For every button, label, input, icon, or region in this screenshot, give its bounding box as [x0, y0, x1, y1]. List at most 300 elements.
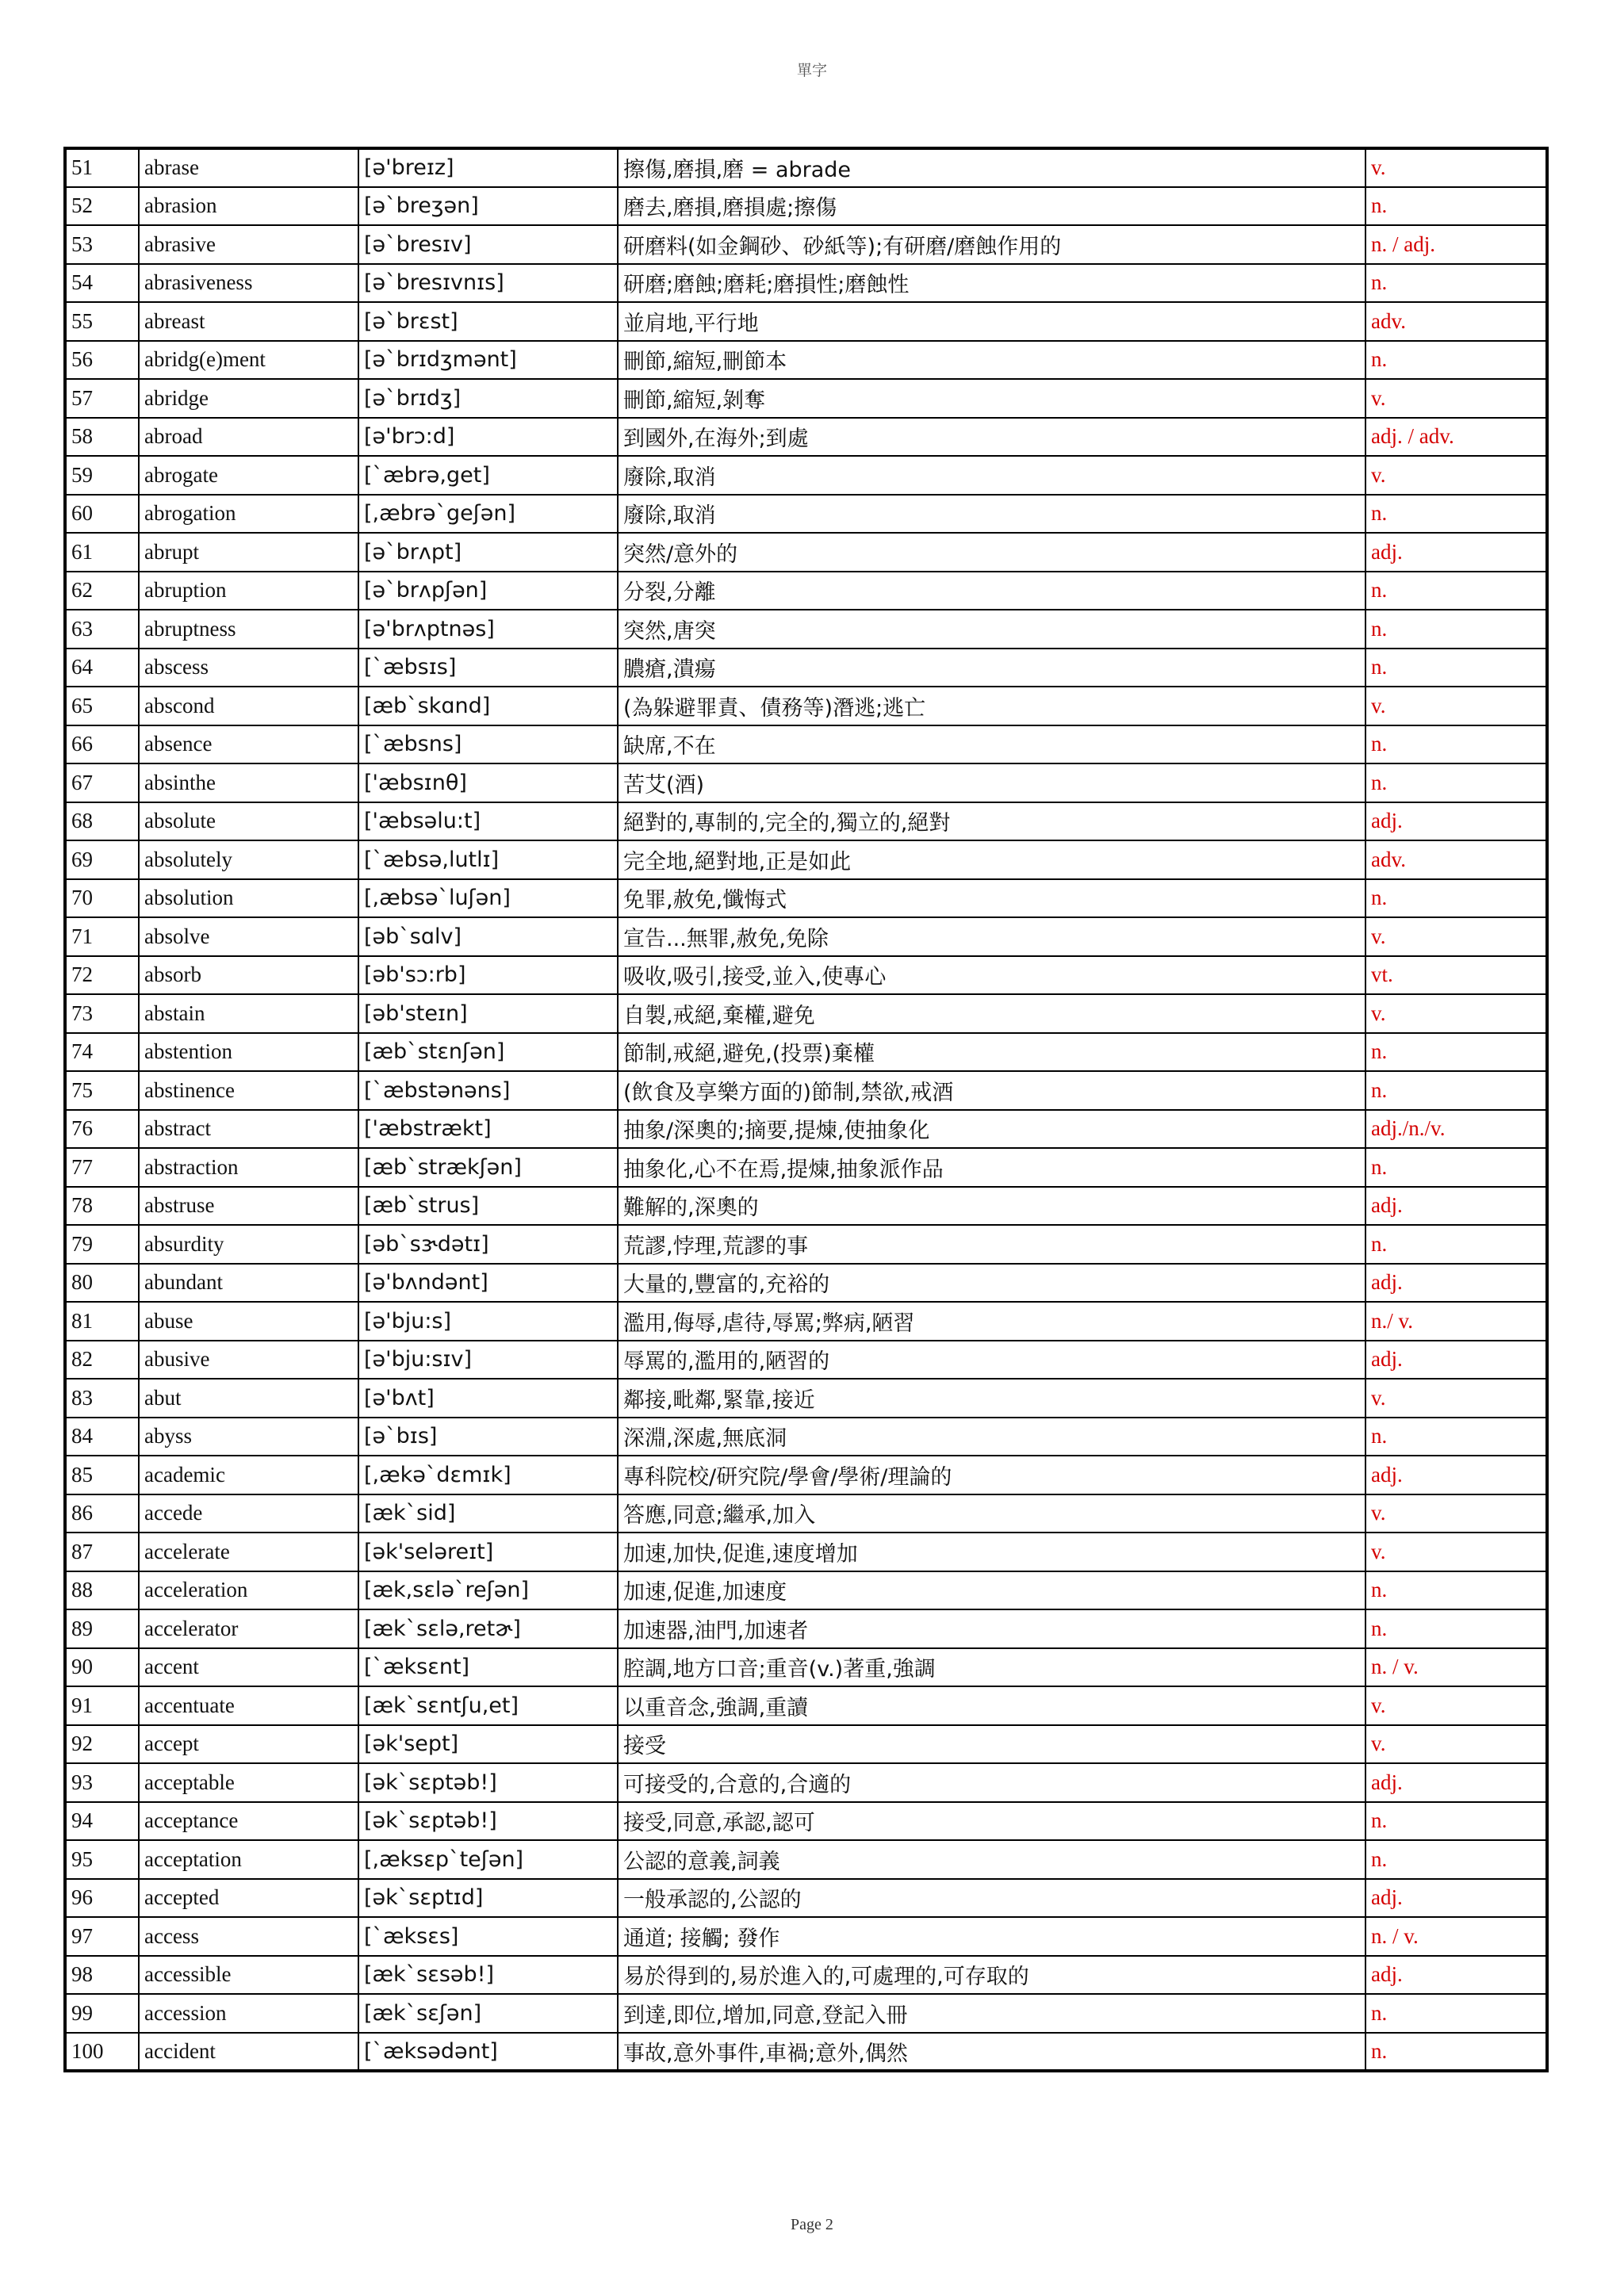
entry-number: 83: [65, 1379, 139, 1418]
entry-part-of-speech: v.: [1365, 148, 1547, 187]
entry-number: 73: [65, 994, 139, 1033]
entry-part-of-speech: n.: [1365, 1571, 1547, 1610]
entry-number: 51: [65, 148, 139, 187]
table-row: [65, 1187, 1547, 1226]
entry-definition: (為躲避罪責、債務等)潛逃;逃亡: [618, 687, 1365, 725]
entry-pronunciation: [,æbsə`luʃən]: [358, 879, 618, 918]
entry-number: 72: [65, 956, 139, 995]
entry-part-of-speech: n.: [1365, 187, 1547, 226]
table-row: [65, 302, 1547, 341]
entry-pronunciation: ['æbsəlu:t]: [358, 802, 618, 841]
entry-part-of-speech: adj.: [1365, 1956, 1547, 1995]
entry-word: absolution: [139, 879, 358, 918]
table-row: [65, 610, 1547, 649]
entry-word: acceptation: [139, 1840, 358, 1879]
vocabulary-table-body: [65, 148, 1547, 2071]
entry-definition: 加速器,油門,加速者: [618, 1609, 1365, 1648]
table-row: [65, 1571, 1547, 1610]
entry-definition: 廢除,取消: [618, 495, 1365, 534]
entry-word: absolve: [139, 917, 358, 956]
entry-word: abrasiveness: [139, 264, 358, 303]
entry-part-of-speech: v.: [1365, 687, 1547, 725]
table-row: [65, 649, 1547, 687]
entry-number: 81: [65, 1302, 139, 1341]
entry-word: absinthe: [139, 763, 358, 802]
entry-definition: 免罪,赦免,懺悔式: [618, 879, 1365, 918]
table-row: [65, 1725, 1547, 1764]
entry-definition: 到達,即位,增加,同意,登記入冊: [618, 1994, 1365, 2033]
entry-definition: 易於得到的,易於進入的,可處理的,可存取的: [618, 1956, 1365, 1995]
entry-number: 88: [65, 1571, 139, 1610]
entry-pronunciation: [ə`bresɪv]: [358, 225, 618, 264]
table-row: [65, 994, 1547, 1033]
entry-word: acceleration: [139, 1571, 358, 1610]
entry-definition: 抽象化,心不在焉,提煉,抽象派作品: [618, 1148, 1365, 1187]
entry-pronunciation: [əb`sɝdətɪ]: [358, 1225, 618, 1264]
entry-word: abscond: [139, 687, 358, 725]
entry-part-of-speech: adj.: [1365, 802, 1547, 841]
entry-word: abstain: [139, 994, 358, 1033]
table-row: [65, 763, 1547, 802]
entry-definition: 到國外,在海外;到處: [618, 418, 1365, 457]
entry-pronunciation: [æk`sid]: [358, 1494, 618, 1533]
entry-word: accelerator: [139, 1609, 358, 1648]
entry-part-of-speech: n.: [1365, 495, 1547, 534]
table-row: [65, 1264, 1547, 1303]
table-row: [65, 1302, 1547, 1341]
table-row: [65, 1341, 1547, 1380]
entry-part-of-speech: adj. / adv.: [1365, 418, 1547, 457]
entry-word: acceptance: [139, 1802, 358, 1841]
entry-number: 99: [65, 1994, 139, 2033]
table-row: [65, 879, 1547, 918]
entry-number: 66: [65, 725, 139, 764]
entry-definition: 完全地,絕對地,正是如此: [618, 840, 1365, 879]
table-row: [65, 1609, 1547, 1648]
entry-number: 64: [65, 649, 139, 687]
table-row: [65, 1686, 1547, 1725]
entry-pronunciation: [`æksɛs]: [358, 1917, 618, 1956]
entry-number: 98: [65, 1956, 139, 1995]
entry-number: 89: [65, 1609, 139, 1648]
entry-definition: 膿瘡,潰瘍: [618, 649, 1365, 687]
entry-pronunciation: [ə`brɪdʒ]: [358, 379, 618, 418]
entry-number: 57: [65, 379, 139, 418]
entry-part-of-speech: n.: [1365, 725, 1547, 764]
entry-word: abstract: [139, 1110, 358, 1149]
entry-part-of-speech: adv.: [1365, 302, 1547, 341]
entry-number: 76: [65, 1110, 139, 1149]
entry-pronunciation: [æk`sɛʃən]: [358, 1994, 618, 2033]
entry-number: 77: [65, 1148, 139, 1187]
entry-word: abruption: [139, 572, 358, 610]
table-row: [65, 572, 1547, 610]
entry-part-of-speech: n.: [1365, 572, 1547, 610]
entry-number: 84: [65, 1418, 139, 1456]
entry-pronunciation: [æk,sɛlə`reʃən]: [358, 1571, 618, 1610]
entry-pronunciation: [ə`brɪdʒmənt]: [358, 341, 618, 380]
entry-definition: 大量的,豐富的,充裕的: [618, 1264, 1365, 1303]
entry-word: abstruse: [139, 1187, 358, 1226]
entry-part-of-speech: n.: [1365, 649, 1547, 687]
entry-part-of-speech: n.: [1365, 1840, 1547, 1879]
table-row: [65, 1148, 1547, 1187]
entry-number: 86: [65, 1494, 139, 1533]
entry-definition: 磨去,磨損,磨損處;擦傷: [618, 187, 1365, 226]
entry-part-of-speech: n.: [1365, 1609, 1547, 1648]
entry-pronunciation: ['æbsɪnθ]: [358, 763, 618, 802]
entry-pronunciation: [æb`stɛnʃən]: [358, 1033, 618, 1072]
table-row: [65, 1110, 1547, 1149]
entry-definition: 分裂,分離: [618, 572, 1365, 610]
table-row: [65, 1379, 1547, 1418]
entry-number: 79: [65, 1225, 139, 1264]
entry-number: 78: [65, 1187, 139, 1226]
table-row: [65, 1917, 1547, 1956]
entry-word: accident: [139, 2033, 358, 2072]
entry-definition: 腔調,地方口音;重音(v.)著重,強調: [618, 1648, 1365, 1687]
entry-word: accessible: [139, 1956, 358, 1995]
entry-pronunciation: [ə`brʌpt]: [358, 533, 618, 572]
entry-pronunciation: [ək'seləreɪt]: [358, 1533, 618, 1571]
entry-part-of-speech: n./ v.: [1365, 1302, 1547, 1341]
entry-number: 63: [65, 610, 139, 649]
entry-definition: 專科院校/研究院/學會/學術/理論的: [618, 1456, 1365, 1494]
entry-pronunciation: [ək`sɛptəb!]: [358, 1763, 618, 1802]
entry-part-of-speech: adv.: [1365, 840, 1547, 879]
entry-part-of-speech: n. / v.: [1365, 1648, 1547, 1687]
entry-number: 59: [65, 456, 139, 495]
entry-word: abrupt: [139, 533, 358, 572]
entry-number: 55: [65, 302, 139, 341]
entry-word: abuse: [139, 1302, 358, 1341]
table-row: [65, 1802, 1547, 1841]
entry-part-of-speech: v.: [1365, 917, 1547, 956]
entry-pronunciation: [`æbsə,lutlɪ]: [358, 840, 618, 879]
entry-part-of-speech: v.: [1365, 1725, 1547, 1764]
table-row: [65, 1956, 1547, 1995]
entry-word: abrogation: [139, 495, 358, 534]
entry-definition: 答應,同意;繼承,加入: [618, 1494, 1365, 1533]
entry-number: 94: [65, 1802, 139, 1841]
table-row: [65, 1648, 1547, 1687]
entry-pronunciation: [`æbrə,get]: [358, 456, 618, 495]
entry-pronunciation: [ə`bresɪvnɪs]: [358, 264, 618, 303]
entry-part-of-speech: adj.: [1365, 1763, 1547, 1802]
entry-number: 58: [65, 418, 139, 457]
entry-word: abyss: [139, 1418, 358, 1456]
entry-part-of-speech: n.: [1365, 264, 1547, 303]
entry-number: 68: [65, 802, 139, 841]
table-row: [65, 1763, 1547, 1802]
table-row: [65, 1033, 1547, 1072]
entry-part-of-speech: adj.: [1365, 1879, 1547, 1918]
entry-pronunciation: [æk`sɛntʃu,et]: [358, 1686, 618, 1725]
table-row: [65, 456, 1547, 495]
entry-word: abrase: [139, 148, 358, 187]
entry-pronunciation: [ə`brɛst]: [358, 302, 618, 341]
entry-number: 92: [65, 1725, 139, 1764]
entry-part-of-speech: vt.: [1365, 956, 1547, 995]
entry-definition: 突然/意外的: [618, 533, 1365, 572]
entry-word: absurdity: [139, 1225, 358, 1264]
entry-pronunciation: [ə'brʌptnəs]: [358, 610, 618, 649]
entry-part-of-speech: adj.: [1365, 533, 1547, 572]
entry-part-of-speech: v.: [1365, 994, 1547, 1033]
table-row: [65, 1494, 1547, 1533]
entry-word: accession: [139, 1994, 358, 2033]
entry-word: abstention: [139, 1033, 358, 1072]
entry-definition: 擦傷,磨損,磨 = abrade: [618, 148, 1365, 187]
entry-word: accentuate: [139, 1686, 358, 1725]
entry-definition: 自製,戒絕,棄權,避免: [618, 994, 1365, 1033]
entry-number: 82: [65, 1341, 139, 1380]
entry-number: 75: [65, 1071, 139, 1110]
entry-part-of-speech: n.: [1365, 610, 1547, 649]
entry-part-of-speech: n.: [1365, 1802, 1547, 1841]
entry-pronunciation: [ə'bju:s]: [358, 1302, 618, 1341]
entry-part-of-speech: adj.: [1365, 1456, 1547, 1494]
table-row: [65, 495, 1547, 534]
entry-number: 91: [65, 1686, 139, 1725]
entry-definition: 刪節,縮短,刪節本: [618, 341, 1365, 380]
entry-pronunciation: [æb`strus]: [358, 1187, 618, 1226]
entry-part-of-speech: adj./n./v.: [1365, 1110, 1547, 1149]
table-row: [65, 148, 1547, 187]
entry-word: academic: [139, 1456, 358, 1494]
entry-word: accepted: [139, 1879, 358, 1918]
entry-pronunciation: [ə'breɪz]: [358, 148, 618, 187]
entry-part-of-speech: v.: [1365, 1533, 1547, 1571]
entry-part-of-speech: n.: [1365, 2033, 1547, 2072]
entry-number: 85: [65, 1456, 139, 1494]
entry-number: 70: [65, 879, 139, 918]
entry-word: absolute: [139, 802, 358, 841]
table-row: [65, 1994, 1547, 2033]
entry-number: 96: [65, 1879, 139, 1918]
table-row: [65, 1225, 1547, 1264]
entry-part-of-speech: n. / v.: [1365, 1917, 1547, 1956]
entry-part-of-speech: adj.: [1365, 1341, 1547, 1380]
entry-word: abusive: [139, 1341, 358, 1380]
entry-pronunciation: [`æbstənəns]: [358, 1071, 618, 1110]
entry-definition: 接受: [618, 1725, 1365, 1764]
entry-number: 93: [65, 1763, 139, 1802]
entry-part-of-speech: v.: [1365, 456, 1547, 495]
entry-pronunciation: [ə'brɔ:d]: [358, 418, 618, 457]
entry-part-of-speech: adj.: [1365, 1187, 1547, 1226]
entry-word: absolutely: [139, 840, 358, 879]
table-row: [65, 225, 1547, 264]
entry-word: abroad: [139, 418, 358, 457]
table-row: [65, 1879, 1547, 1918]
entry-definition: 宣告...無罪,赦免,免除: [618, 917, 1365, 956]
entry-number: 80: [65, 1264, 139, 1303]
entry-pronunciation: ['æbstrækt]: [358, 1110, 618, 1149]
entry-definition: 一般承認的,公認的: [618, 1879, 1365, 1918]
entry-part-of-speech: n. / adj.: [1365, 225, 1547, 264]
entry-definition: 接受,同意,承認,認可: [618, 1802, 1365, 1841]
entry-definition: 刪節,縮短,剝奪: [618, 379, 1365, 418]
entry-part-of-speech: n.: [1365, 1994, 1547, 2033]
table-row: [65, 379, 1547, 418]
entry-word: abrasion: [139, 187, 358, 226]
entry-word: abstinence: [139, 1071, 358, 1110]
entry-pronunciation: [ə'bju:sɪv]: [358, 1341, 618, 1380]
entry-word: accede: [139, 1494, 358, 1533]
entry-number: 65: [65, 687, 139, 725]
entry-pronunciation: [ək'sept]: [358, 1725, 618, 1764]
entry-word: abundant: [139, 1264, 358, 1303]
entry-definition: 通道; 接觸; 發作: [618, 1917, 1365, 1956]
table-row: [65, 725, 1547, 764]
entry-pronunciation: [əb'steɪn]: [358, 994, 618, 1033]
entry-number: 53: [65, 225, 139, 264]
entry-number: 97: [65, 1917, 139, 1956]
entry-pronunciation: [ək`sɛptəb!]: [358, 1802, 618, 1841]
entry-definition: (飲食及享樂方面的)節制,禁欲,戒酒: [618, 1071, 1365, 1110]
entry-pronunciation: [ə`bɪs]: [358, 1418, 618, 1456]
entry-pronunciation: [`æksɛnt]: [358, 1648, 618, 1687]
entry-word: accent: [139, 1648, 358, 1687]
entry-number: 60: [65, 495, 139, 534]
entry-definition: 吸收,吸引,接受,並入,使專心: [618, 956, 1365, 995]
entry-word: absorb: [139, 956, 358, 995]
entry-definition: 加速,加快,促進,速度增加: [618, 1533, 1365, 1571]
entry-pronunciation: [ək`sɛptɪd]: [358, 1879, 618, 1918]
entry-word: abreast: [139, 302, 358, 341]
entry-word: abridg(e)ment: [139, 341, 358, 380]
entry-word: abstraction: [139, 1148, 358, 1187]
table-row: [65, 187, 1547, 226]
entry-word: abruptness: [139, 610, 358, 649]
entry-pronunciation: [ə`breʒən]: [358, 187, 618, 226]
table-row: [65, 687, 1547, 725]
entry-definition: 研磨;磨蝕;磨耗;磨損性;磨蝕性: [618, 264, 1365, 303]
entry-number: 69: [65, 840, 139, 879]
entry-pronunciation: [æk`sɛlə,retɚ]: [358, 1609, 618, 1648]
entry-part-of-speech: adj.: [1365, 1264, 1547, 1303]
entry-part-of-speech: n.: [1365, 1418, 1547, 1456]
table-row: [65, 341, 1547, 380]
entry-definition: 絕對的,專制的,完全的,獨立的,絕對: [618, 802, 1365, 841]
entry-definition: 難解的,深奧的: [618, 1187, 1365, 1226]
table-row: [65, 2033, 1547, 2072]
entry-definition: 抽象/深奧的;摘要,提煉,使抽象化: [618, 1110, 1365, 1149]
entry-number: 74: [65, 1033, 139, 1072]
entry-word: abridge: [139, 379, 358, 418]
entry-number: 67: [65, 763, 139, 802]
entry-word: access: [139, 1917, 358, 1956]
entry-definition: 荒謬,悖理,荒謬的事: [618, 1225, 1365, 1264]
entry-word: abrogate: [139, 456, 358, 495]
entry-pronunciation: [æb`skɑnd]: [358, 687, 618, 725]
entry-definition: 辱罵的,濫用的,陋習的: [618, 1341, 1365, 1380]
entry-part-of-speech: n.: [1365, 763, 1547, 802]
entry-number: 95: [65, 1840, 139, 1879]
entry-definition: 以重音念,強調,重讀: [618, 1686, 1365, 1725]
table-row: [65, 1533, 1547, 1571]
entry-definition: 公認的意義,詞義: [618, 1840, 1365, 1879]
entry-pronunciation: [,æbrə`geʃən]: [358, 495, 618, 534]
table-row: [65, 840, 1547, 879]
entry-definition: 苦艾(酒): [618, 763, 1365, 802]
entry-part-of-speech: n.: [1365, 1033, 1547, 1072]
entry-number: 62: [65, 572, 139, 610]
entry-definition: 研磨料(如金鋼砂、砂紙等);有研磨/磨蝕作用的: [618, 225, 1365, 264]
entry-word: abut: [139, 1379, 358, 1418]
entry-word: acceptable: [139, 1763, 358, 1802]
table-row: [65, 1418, 1547, 1456]
entry-pronunciation: [,æksɛp`teʃən]: [358, 1840, 618, 1879]
entry-definition: 加速,促進,加速度: [618, 1571, 1365, 1610]
table-row: [65, 956, 1547, 995]
entry-definition: 廢除,取消: [618, 456, 1365, 495]
entry-definition: 並肩地,平行地: [618, 302, 1365, 341]
entry-part-of-speech: n.: [1365, 1148, 1547, 1187]
table-row: [65, 1071, 1547, 1110]
entry-part-of-speech: v.: [1365, 379, 1547, 418]
page-footer: Page 2: [791, 2216, 833, 2233]
entry-number: 56: [65, 341, 139, 380]
table-row: [65, 917, 1547, 956]
table-row: [65, 802, 1547, 841]
entry-definition: 鄰接,毗鄰,緊靠,接近: [618, 1379, 1365, 1418]
entry-definition: 濫用,侮辱,虐待,辱罵;弊病,陋習: [618, 1302, 1365, 1341]
entry-pronunciation: [æk`sɛsəb!]: [358, 1956, 618, 1995]
page-header: 單字: [796, 62, 827, 79]
table-row: [65, 418, 1547, 457]
entry-part-of-speech: n.: [1365, 1225, 1547, 1264]
entry-pronunciation: [ə`brʌpʃən]: [358, 572, 618, 610]
entry-pronunciation: [əb'sɔ:rb]: [358, 956, 618, 995]
entry-part-of-speech: v.: [1365, 1686, 1547, 1725]
table-row: [65, 264, 1547, 303]
entry-number: 100: [65, 2033, 139, 2072]
entry-pronunciation: [əb`sɑlv]: [358, 917, 618, 956]
entry-pronunciation: [ə'bʌt]: [358, 1379, 618, 1418]
entry-definition: 缺席,不在: [618, 725, 1365, 764]
vocabulary-table: [63, 147, 1549, 2072]
entry-word: abscess: [139, 649, 358, 687]
entry-number: 90: [65, 1648, 139, 1687]
entry-pronunciation: [`æbsns]: [358, 725, 618, 764]
entry-number: 71: [65, 917, 139, 956]
entry-part-of-speech: n.: [1365, 879, 1547, 918]
entry-number: 52: [65, 187, 139, 226]
entry-number: 87: [65, 1533, 139, 1571]
entry-number: 61: [65, 533, 139, 572]
entry-definition: 節制,戒絕,避免,(投票)棄權: [618, 1033, 1365, 1072]
entry-part-of-speech: v.: [1365, 1379, 1547, 1418]
entry-definition: 可接受的,合意的,合適的: [618, 1763, 1365, 1802]
table-row: [65, 1456, 1547, 1494]
entry-pronunciation: [`æbsɪs]: [358, 649, 618, 687]
entry-part-of-speech: n.: [1365, 341, 1547, 380]
table-row: [65, 1840, 1547, 1879]
entry-pronunciation: [æb`strækʃən]: [358, 1148, 618, 1187]
entry-pronunciation: [,ækə`dɛmɪk]: [358, 1456, 618, 1494]
entry-definition: 深淵,深處,無底洞: [618, 1418, 1365, 1456]
entry-word: absence: [139, 725, 358, 764]
table-row: [65, 533, 1547, 572]
entry-word: accept: [139, 1725, 358, 1764]
entry-part-of-speech: v.: [1365, 1494, 1547, 1533]
entry-word: abrasive: [139, 225, 358, 264]
entry-word: accelerate: [139, 1533, 358, 1571]
entry-pronunciation: [ə'bʌndənt]: [358, 1264, 618, 1303]
entry-number: 54: [65, 264, 139, 303]
